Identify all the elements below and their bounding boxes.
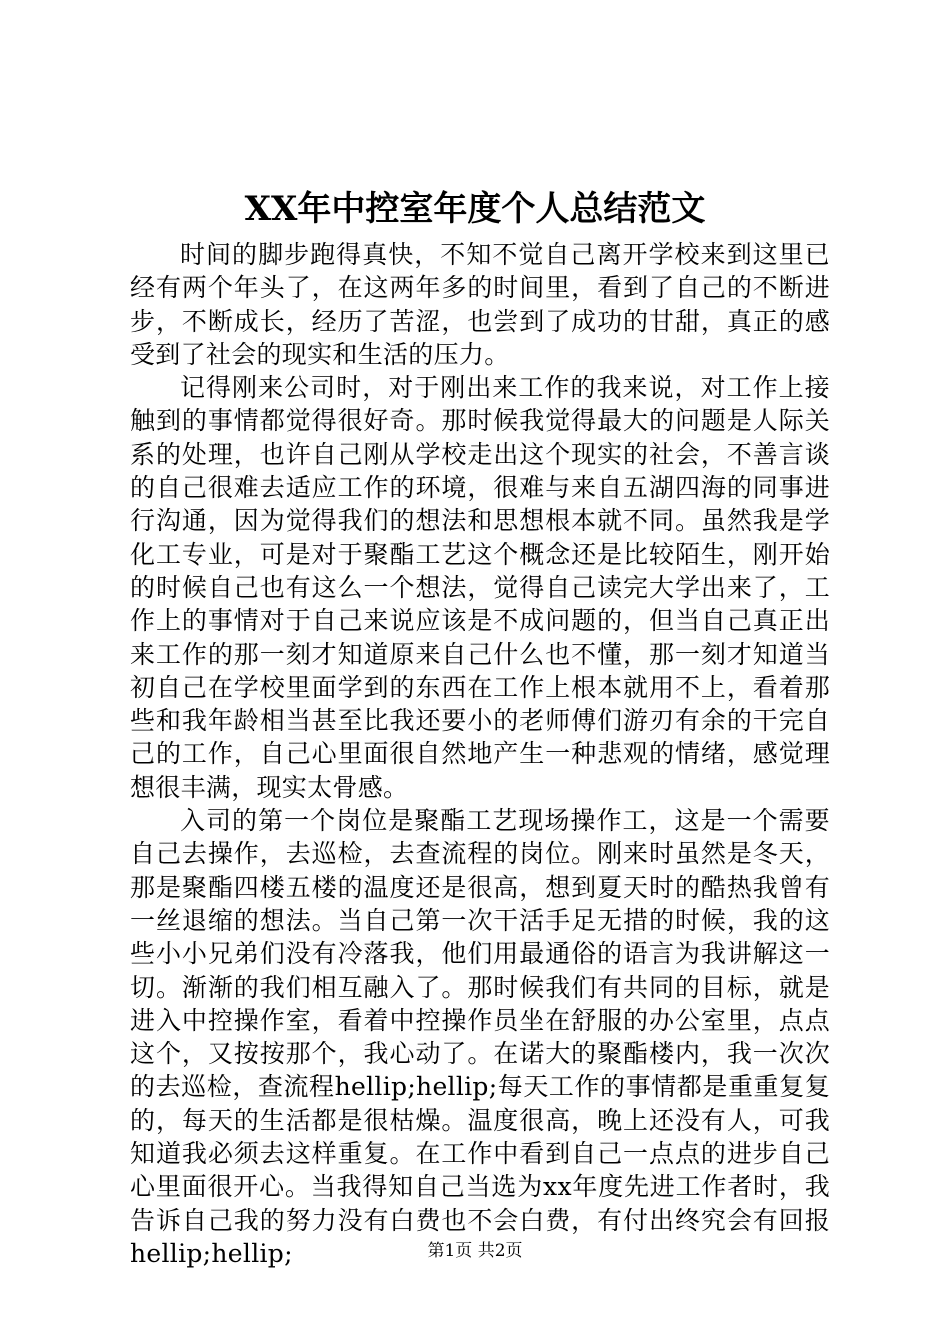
paragraph-3: 入司的第一个岗位是聚酯工艺现场操作工，这是一个需要自己去操作，去巡检，去查流程的岗位。刚来时虽然是冬天，那是聚酯四楼五楼的温度还是很高，想到夏天时的酷热我曾有一丝退缩的想法。当自己第一次干活手足无措的时候，我的这些小小兄弟们没有冷落我，他们用最通俗的语言为我讲解这一切。渐渐的我们相互融入了。那时候我们有共同的目标，就是进入中控操作室，看着中控操作员坐在舒服的办公室里，点点这个，又按按那个，我心动了。在诺大的聚酯楼内，我一次次的去巡检，查流程hellip;hellip;每天工作的事情都是重重复复的，每天的生活都是很枯燥。温度很高，晚上还没有人，可我知道我必须去这样重复。在工作中看到自己一点点的进步自己心里面很开心。当我得知自己当选为xx年度先进工作者时，我告诉自己我的努力没有白费也不会白费，有付出终究会有回报hellip;hellip; [130, 806, 830, 1268]
page-footer: 第1页 共2页 [427, 1241, 523, 1261]
document-title: XX年中控室年度个人总结范文 [244, 189, 706, 229]
paragraph-2: 记得刚来公司时，对于刚出来工作的我来说，对工作上接触到的事情都觉得很好奇。那时候我觉得最大的问题是人际关系的处理，也许自己刚从学校走出这个现实的社会，不善言谈的自己很难去适应工作的环境，很难与来自五湖四海的同事进行沟通，因为觉得我们的想法和思想根本就不同。虽然我是学化工专业，可是对于聚酯工艺这个概念还是比较陌生，刚开始的时候自己也有这么一个想法，觉得自己读完大学出来了，工作上的事情对于自己来说应该是不成问题的，但当自己真正出来工作的那一刻才知道原来自己什么也不懂，那一刻才知道当初自己在学校里面学到的东西在工作上根本就用不上，看着那些和我年龄相当甚至比我还要小的老师傅们游刃有余的干完自己的工作，自己心里面很自然地产生一种悲观的情绪，感觉理想很丰满，现实太骨感。 [130, 373, 830, 802]
paragraph-1: 时间的脚步跑得真快，不知不觉自己离开学校来到这里已经有两个年头了，在这两年多的时间里，看到了自己的不断进步，不断成长，经历了苦涩，也尝到了成功的甘甜，真正的感受到了社会的现实和生活的压力。 [130, 240, 830, 369]
document-body [130, 238, 830, 1270]
